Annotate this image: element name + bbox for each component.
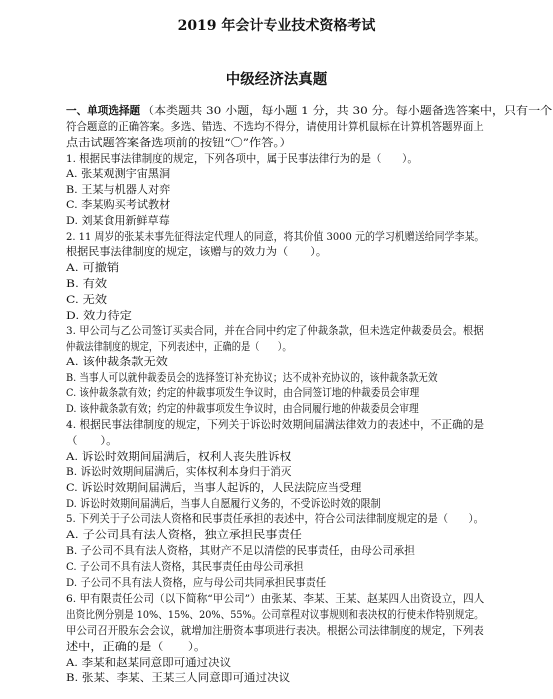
text-line: B. 有效 — [66, 278, 108, 290]
text-line: D. 刘某食用新鲜草莓 — [66, 215, 170, 227]
text-line: 出资比例分别是 10%、15%、20%、55%。公司章程对议事规则和表决权的行使未作特别规定。 — [66, 609, 484, 621]
text-line: A. 李某和赵某同意即可通过决议 — [66, 657, 232, 669]
text-line: D. 效力待定 — [66, 310, 132, 322]
text-line: 3. 甲公司与乙公司签订买卖合同，并在合同中约定了仲裁条款，但未选定仲裁委员会。根据 — [66, 325, 484, 337]
text-line: D. 子公司不具有法人资格，应与母公司共同承担民事责任 — [66, 577, 327, 589]
text-line: 仲裁法律制度的规定，下列表述中，正确的是（ ）。 — [66, 341, 292, 353]
text-line: A. 子公司具有法人资格，独立承担民事责任 — [66, 529, 302, 541]
text-line: C. 诉讼时效期间届满后，当事人起诉的，人民法院应当受理 — [66, 482, 362, 494]
text-line: （ ）。 — [66, 435, 118, 447]
text-line: 1. 根据民事法律制度的规定，下列各项中，属于民事法律行为的是（ ）。 — [66, 153, 418, 165]
text-line: 点击试题答案备选项前的按钮“〇”作答。） — [66, 137, 292, 149]
text-line: D. 该仲裁条款有效；约定的仲裁事项发生争议时，由合同履行地的仲裁委员会审理 — [66, 403, 419, 415]
text-line: C. 子公司不具有法人资格，其民事责任由母公司承担 — [66, 561, 304, 573]
text-line: 4. 根据民事法律制度的规定，下列关于诉讼时效期间届满法律效力的表述中，不正确的是 — [66, 419, 485, 431]
text-line: 符合题意的正确答案。多选、错选、不选均不得分，请使用计算机鼠标在计算机答题界面上 — [66, 121, 484, 133]
text-line: A. 该仲裁条款无效 — [66, 356, 168, 368]
text-line: B. 子公司不具有法人资格，其财产不足以清偿的民事责任，由母公司承担 — [66, 545, 415, 557]
text-line: C. 无效 — [66, 294, 108, 306]
text-line: C. 李某购买考试教材 — [66, 199, 171, 211]
text-line: 甲公司召开股东会会议，就增加注册资本事项进行表决。根据公司法律制度的规定，下列表 — [66, 625, 484, 637]
text-line: 6. 甲有限责任公司（以下简称“甲公司”）由张某、李某、王某、赵某四人出资设立，四人 — [66, 593, 485, 605]
document-title: 2019 年会计专业技术资格考试 — [177, 18, 376, 34]
text-line: 2. 11 周岁的张某未事先征得法定代理人的同意，将其价值 3000 元的学习机赠送给同学李某。 — [66, 231, 485, 243]
text-line: C. 该仲裁条款有效；约定的仲裁事项发生争议时，由合同签订地的仲裁委员会审理 — [66, 387, 420, 399]
text-line: A. 可撤销 — [66, 262, 120, 274]
text-line: B. 王某与机器人对弈 — [66, 184, 171, 196]
text-line: D. 诉讼时效期间届满后，当事人自愿履行义务的，不受诉讼时效的限制 — [66, 498, 381, 510]
section-heading: 一、单项选择题 — [66, 105, 141, 117]
text-line: B. 诉讼时效期间届满后，实体权利本身归于消灭 — [66, 466, 292, 478]
text-line: 根据民事法律制度的规定，该赠与的效力为（ ）。 — [66, 246, 327, 258]
text-line: B. 当事人可以就仲裁委员会的选择签订补充协议；达不成补充协议的，该仲裁条款无效 — [66, 372, 438, 384]
document-subtitle: 中级经济法真题 — [225, 71, 328, 88]
text-line: A. 张某观测宇宙黑洞 — [66, 168, 171, 180]
text-line: （本类题共 30 小题，每小题 1 分，共 30 分。每小题备选答案中，只有一个 — [142, 105, 553, 117]
text-line: B. 张某、李某、王某三人同意即可通过决议 — [66, 672, 291, 684]
text-line: A. 诉讼时效期间届满后，权利人丧失胜诉权 — [66, 451, 292, 463]
text-line: 述中，正确的是（ ）。 — [66, 641, 207, 653]
text-line: 5. 下列关于子公司法人资格和民事责任承担的表述中，符合公司法律制度规定的是（ ）。 — [66, 513, 484, 525]
